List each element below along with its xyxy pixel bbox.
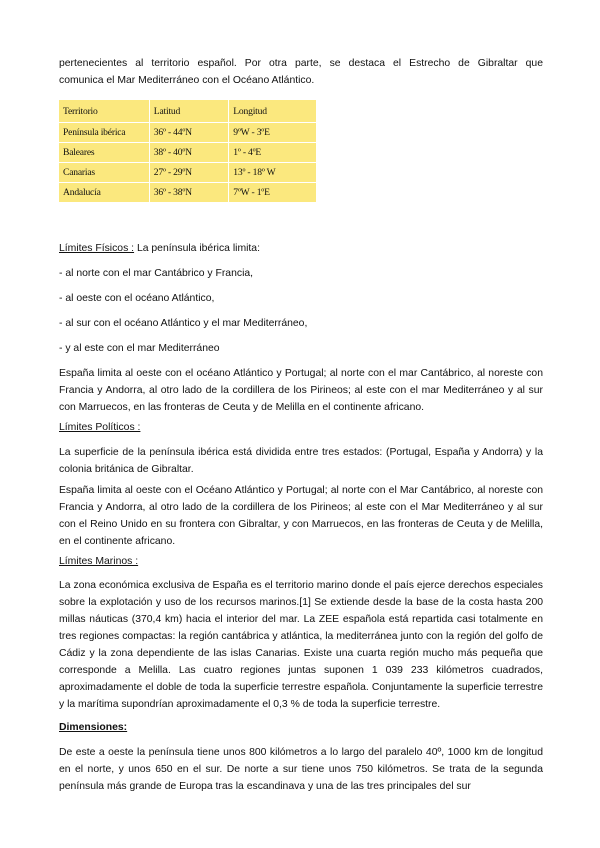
politicos-paragraph-1: La superficie de la península ibérica está dividida entre tres estados: (Portugal, España y Andorra) y la colonia británica de Gibraltar. — [59, 447, 543, 475]
dimensiones-paragraph: De este a oeste la península tiene unos 800 kilómetros a lo largo del paralelo 40º, 1000 km de longitud en el norte, y unos 650 en el sur. De norte a sur tiene unos 750 kilómetros. Se trata de la segunda península más grande de Europa tras la escandinava y una de las tres principales del sur — [59, 747, 543, 792]
table-cell: Canarias — [59, 163, 149, 183]
intro-line-1: pertenecientes al territorio español. Por otra parte, se destaca el Estrecho de Gibraltar que — [59, 58, 543, 69]
table-header-row — [59, 100, 316, 123]
marinos-paragraph: La zona económica exclusiva de España es el territorio marino donde el país ejerce derechos especiales sobre la explotación y uso de los recursos marinos.[1] Se extiende desde la base de la costa hasta 200 millas náuticas (370,4 km) hacia el interior del mar. La ZEE española está repartida casi totalmente en tres regiones compactas: la región cantábrica y atlántica, la mediterránea junto con la región del golfo de Cádiz y la zona dependiente de las islas Canarias. Existe una cuarta región mucho más pequeña que corresponde a Melilla. Las cuatro regiones juntas suponen 1 039 233 kilómetros cuadrados, aproximadamente el doble de toda la superficie terrestre española. Conjuntamente la superficie terrestre y la marítima supondrían aproximadamente el 0,3 % de toda la superficie terrestre. — [59, 580, 543, 710]
list-item: - al oeste con el océano Atlántico, — [59, 293, 215, 304]
table-cell: 36º - 38ºN — [149, 183, 228, 203]
fisicos-intro-line — [59, 240, 543, 257]
fisicos-intro: La península ibérica limita: — [134, 243, 260, 254]
table-row — [59, 163, 316, 183]
table-cell: 13º - 18º W — [229, 163, 316, 183]
dimensiones-heading: Dimensiones: — [59, 722, 128, 733]
table-cell: Península ibérica — [59, 123, 149, 143]
table-row — [59, 183, 316, 203]
table-cell: 7ºW - 1ºE — [229, 183, 316, 203]
marinos-heading: Límites Marinos : — [59, 556, 139, 567]
fisicos-heading: Límites Físicos : — [59, 243, 135, 254]
table-header-cell: Longitud — [229, 100, 316, 123]
table-cell: 38º - 40ºN — [149, 143, 228, 163]
table-header-cell: Latitud — [149, 100, 228, 123]
table-row — [59, 143, 316, 163]
politicos-paragraph-2: España limita al oeste con el Océano Atlántico y Portugal; al norte con el Mar Cantábrico, al noreste con Francia y Andorra, al otro lado de la cordillera de los Pirineos; al este con el Mar Mediterráneo y al sur con el Reino Unido en su frontera con Gibraltar, y con Marruecos, en las fronteras de Ceuta y de Melilla, en el continente africano. — [59, 485, 543, 547]
politicos-heading: Límites Políticos : — [59, 422, 141, 433]
intro-line-2: comunica el Mar Mediterráneo con el Océano Atlántico. — [59, 75, 315, 86]
table-cell: 36º - 44ºN — [149, 123, 228, 143]
table-cell: Baleares — [59, 143, 149, 163]
table-cell: 1º - 4ºE — [229, 143, 316, 163]
list-item: - al norte con el mar Cantábrico y Francia, — [59, 268, 254, 279]
coordinates-table — [59, 100, 316, 202]
list-item: - y al este con el mar Mediterráneo — [59, 343, 220, 354]
table-row — [59, 123, 316, 143]
table-cell: 27º - 29ºN — [149, 163, 228, 183]
table-header-cell: Territorio — [59, 100, 149, 123]
table-cell: 9ºW - 3ºE — [229, 123, 316, 143]
list-item: - al sur con el océano Atlántico y el mar Mediterráneo, — [59, 318, 308, 329]
fisicos-paragraph: España limita al oeste con el océano Atlántico y Portugal; al norte con el mar Cantábrico, al noreste con Francia y Andorra, al otro lado de la cordillera de los Pirineos; al este con el mar Mediterráneo y al sur con Marruecos, en las fronteras de Ceuta y de Melilla en el continente africano. — [59, 368, 543, 413]
table-cell: Andalucía — [63, 187, 101, 198]
